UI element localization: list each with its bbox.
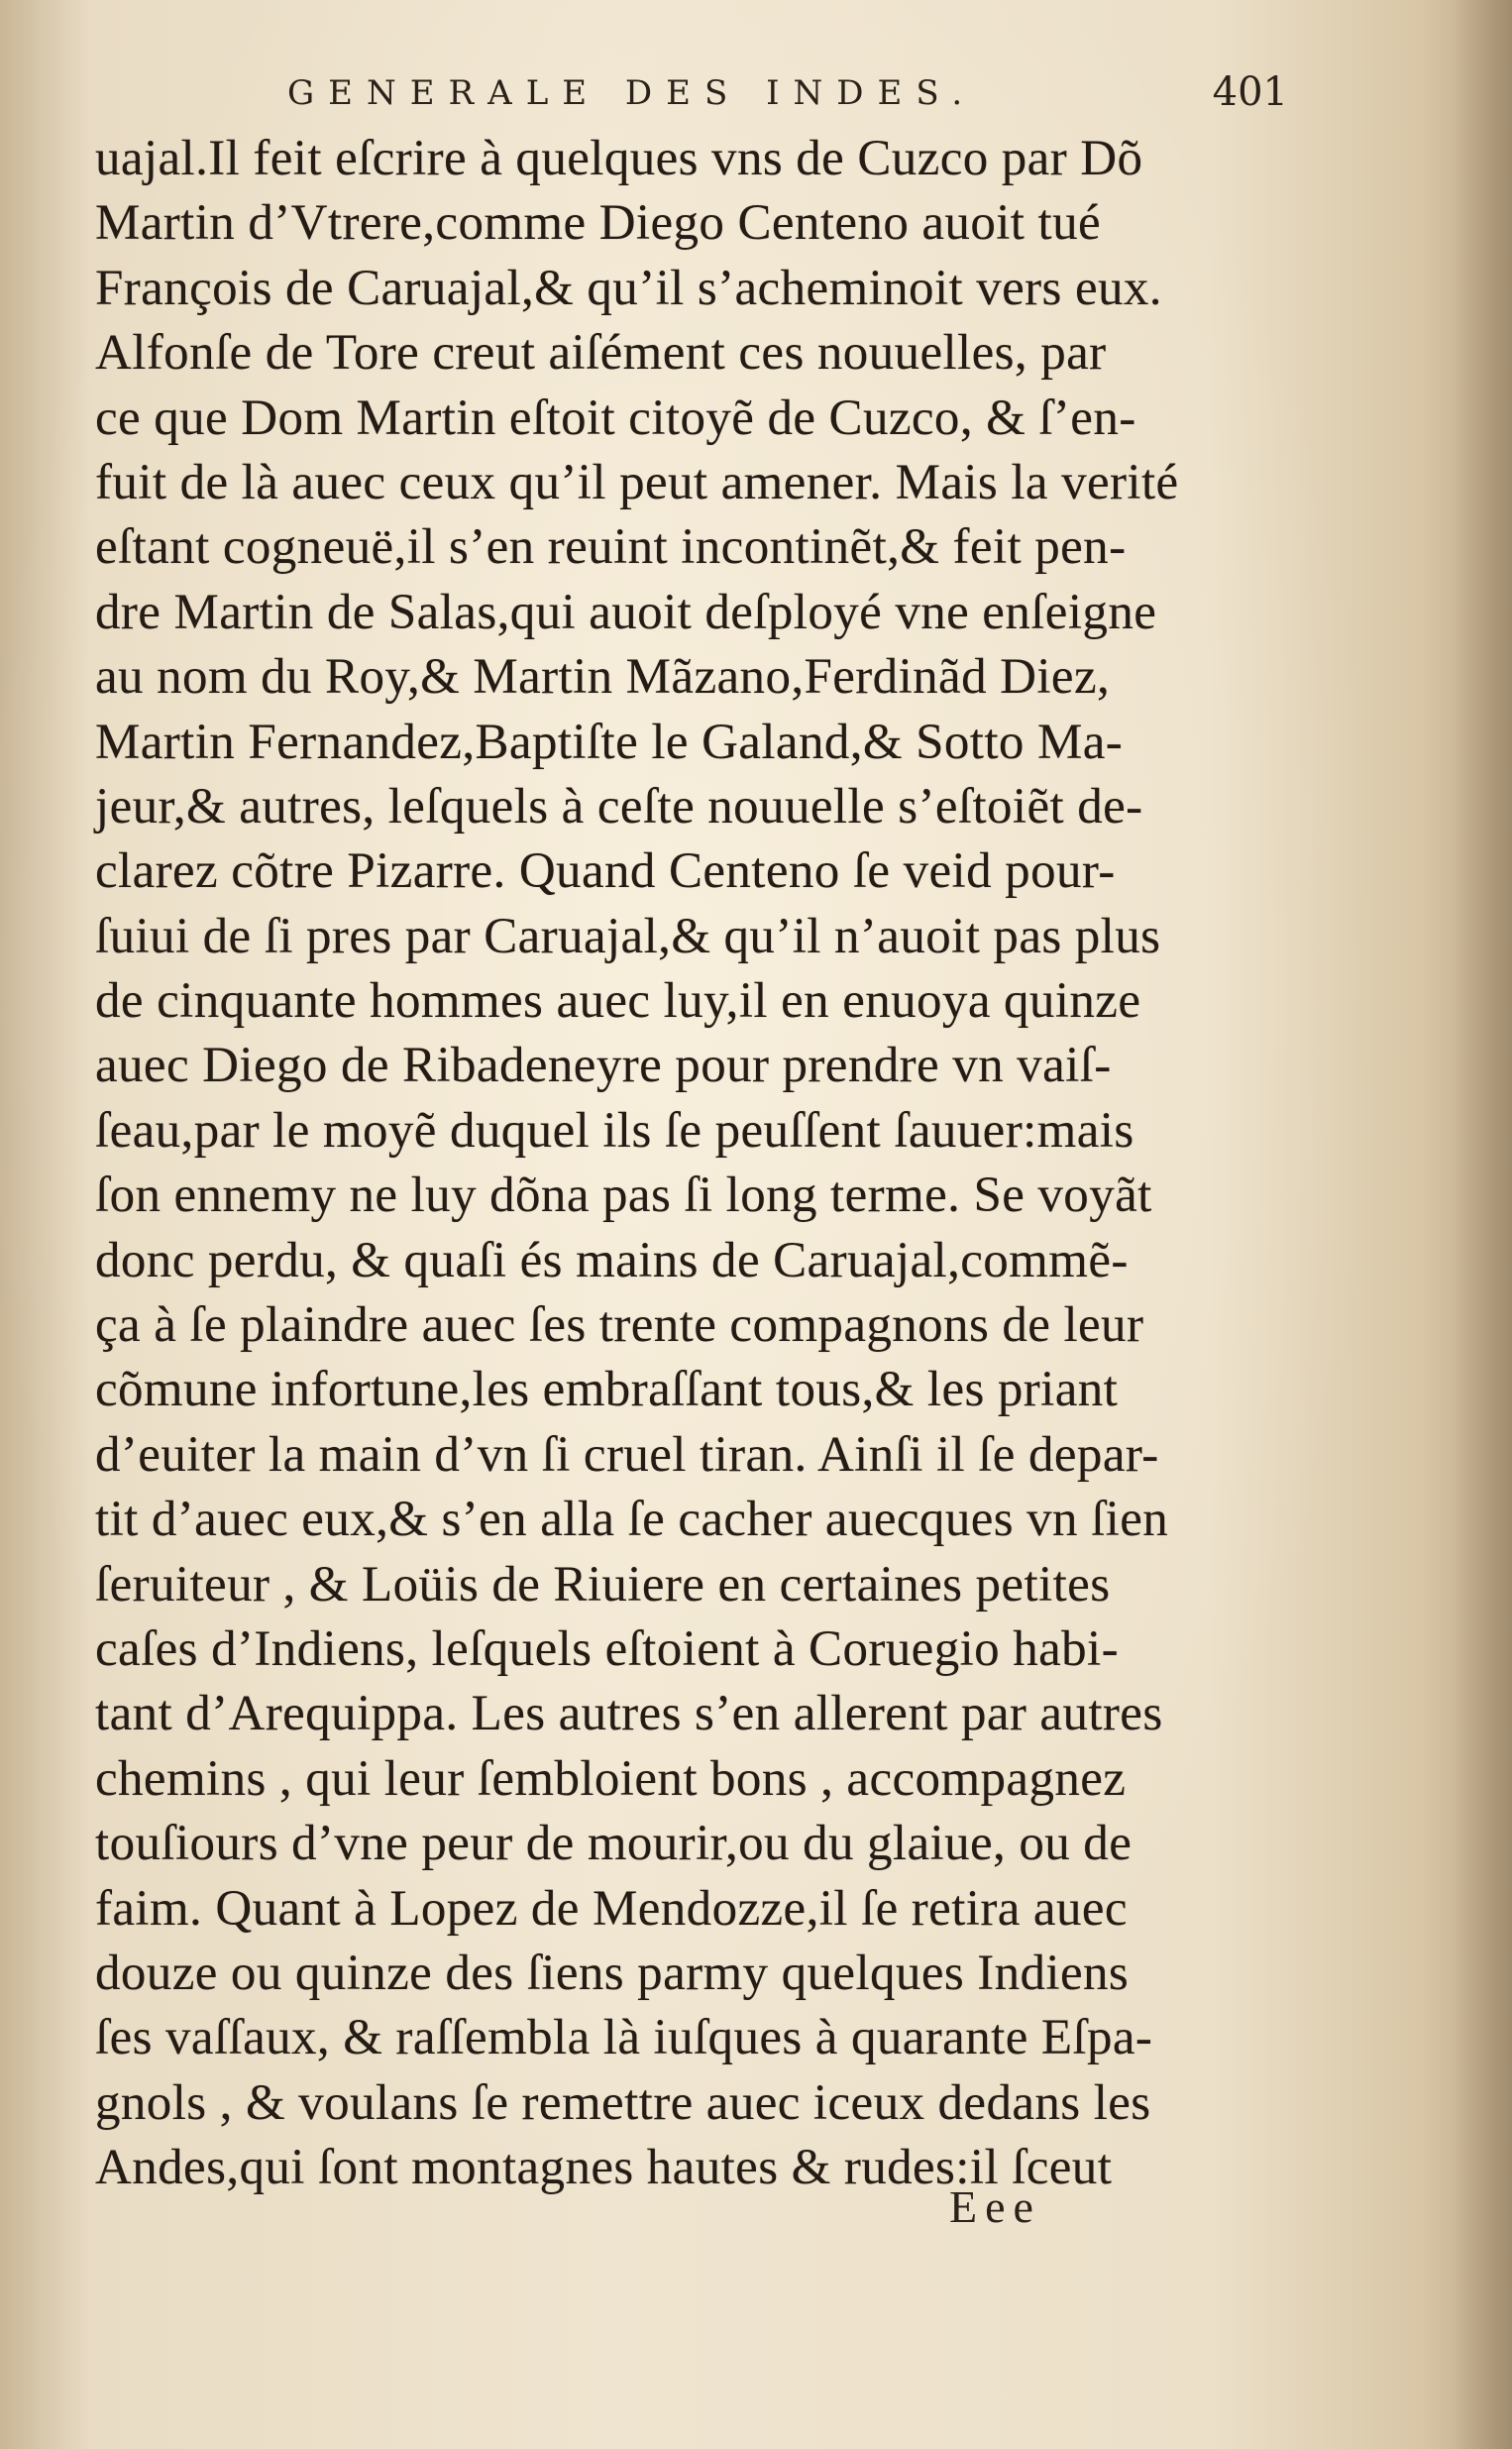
signature-mark: Eee	[949, 2181, 1041, 2232]
text-line: Martin Fernandez,Baptiſte le Galand,& Sotto Ma-	[95, 714, 1124, 770]
text-line: Alfonſe de Tore creut aiſément ces nouuelles, par	[95, 325, 1107, 382]
text-line: d’euiter la main d’vn ſi cruel tiran. Ainſi il ſe depar-	[95, 1426, 1159, 1483]
running-head: GENERALE DES INDES.	[287, 73, 977, 113]
text-line: ſeau,par le moyẽ duquel ils ſe peuſſent ſauuer:mais	[95, 1102, 1134, 1159]
text-line: au nom du Roy,& Martin Mãzano,Ferdinãd Diez,	[95, 649, 1111, 706]
text-line: eſtant cogneuë,il s’en reuint incontinẽt,& feit pen-	[95, 519, 1127, 576]
text-line: touſiours d’vne peur de mourir,ou du glaiue, ou de	[95, 1816, 1133, 1872]
text-line: chemins , qui leur ſembloient bons , accompagnez	[95, 1750, 1127, 1807]
text-line: fuit de là auec ceux qu’il peut amener. Mais la verité	[95, 454, 1179, 510]
text-line: caſes d’Indiens, leſquels eſtoient à Coruegio habi-	[95, 1620, 1120, 1677]
text-line: ça à ſe plaindre auec ſes trente compagnons de leur	[95, 1297, 1144, 1354]
text-line: faim. Quant à Lopez de Mendozze,il ſe retira auec	[95, 1880, 1128, 1937]
text-line: uajal.Il feit eſcrire à quelques vns de Cuzco par Dõ	[95, 131, 1143, 186]
text-line: ce que Dom Martin eſtoit citoyẽ de Cuzco, & ſ’en-	[95, 390, 1136, 446]
text-line: dre Martin de Salas,qui auoit deſployé vne enſeigne	[95, 584, 1157, 640]
text-line: clarez cõtre Pizarre. Quand Centeno ſe veid pour-	[95, 843, 1116, 900]
text-line: tit d’auec eux,& s’en alla ſe cacher auecques vn ſien	[95, 1492, 1169, 1548]
text-line: donc perdu, & quaſi és mains de Caruajal,commẽ-	[95, 1232, 1129, 1288]
text-line: gnols , & voulans ſe remettre auec iceux dedans les	[95, 2074, 1151, 2131]
text-line: Andes,qui ſont montagnes hautes & rudes:il ſceut	[95, 2140, 1113, 2196]
page-number: 401	[1212, 69, 1288, 115]
text-line: douze ou quinze des ſiens parmy quelques Indiens	[95, 1945, 1130, 2001]
text-line: ſeruiteur , & Loüis de Riuiere en certaines petites	[95, 1556, 1111, 1613]
text-line: de cinquante hommes auec luy,il en enuoya quinze	[95, 973, 1141, 1030]
text-line: François de Caruajal,& qu’il s’acheminoit vers eux.	[95, 260, 1162, 316]
body-text	[95, 127, 1304, 2201]
text-line: Martin d’Vtrere,comme Diego Centeno auoit tué	[95, 195, 1102, 252]
page-edge-shadow	[1453, 0, 1512, 2449]
text-line: jeur,& autres, leſquels à ceſte nouuelle s’eſtoiẽt de-	[95, 778, 1143, 835]
text-line: ſes vaſſaux, & raſſembla là iuſques à quarante Eſpa-	[95, 2010, 1153, 2066]
text-line: auec Diego de Ribadeneyre pour prendre vn vaiſ-	[95, 1038, 1112, 1094]
text-line: cõmune infortune,les embraſſant tous,& les priant	[95, 1362, 1119, 1418]
page-header	[287, 69, 1288, 129]
text-line: ſon ennemy ne luy dõna pas ſi long terme. Se voyãt	[95, 1168, 1152, 1224]
text-line: ſuiui de ſi pres par Caruajal,& qu’il n’auoit pas plus	[95, 908, 1161, 964]
text-line: tant d’Arequippa. Les autres s’en allerent par autres	[95, 1686, 1163, 1742]
